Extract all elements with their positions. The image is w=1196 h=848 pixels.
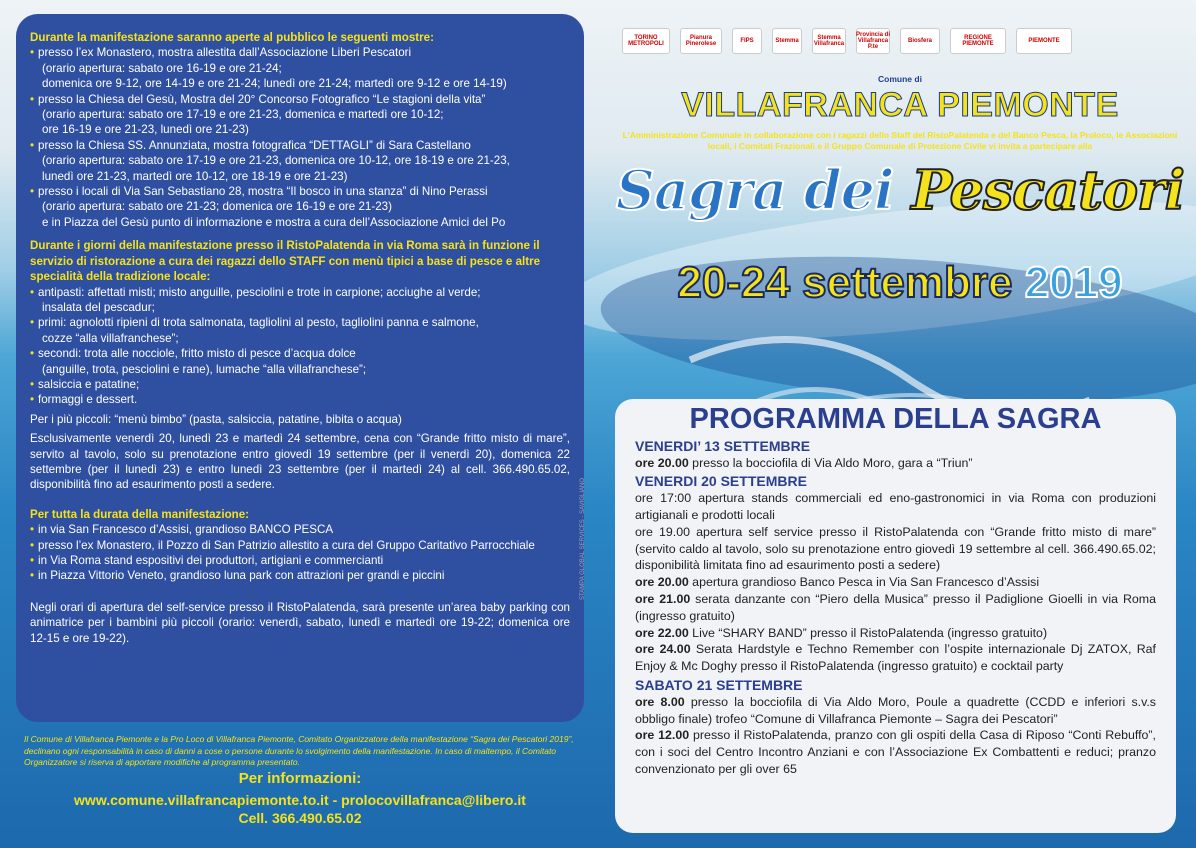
event-text: ore 17:00 apertura stands commerciali ed eno-gastronomici in via Roma con produzioni artigianali e prodotti locali — [635, 491, 1156, 522]
baby-parking-text: Negli orari di apertura del self-service presso il RistoPalatenda, sarà presente un’area baby parking con animatrice per i bambini più piccoli (orario: venerdì, sabato, lunedì e martedì ore 19-22; domenica ore 12-15 e ore 19-22). — [30, 600, 570, 645]
print-credit: STAMPA GLOBAL SERVICES - SAVIGLIANO — [580, 477, 586, 600]
town-title: VILLAFRANCA PIEMONTE — [681, 86, 1119, 124]
sponsor-logo: Provincia di Villafranca P.te — [856, 28, 890, 54]
event-text: Serata Hardstyle e Techno Remember con l’ospite internazionale Dj ZATOX, Raf Enjoy & Mc Doghy presso il RistoPalatenda (ingresso gratuito) e cocktail party — [635, 642, 1156, 674]
sponsor-logo: REGIONE PIEMONTE — [950, 28, 1006, 54]
list-item-text: in Piazza Vittorio Veneto, grandioso luna park con attrazioni per grandi e piccini — [38, 569, 445, 583]
sponsor-logo: TORINO METROPOLI — [622, 28, 670, 54]
event-item — [635, 524, 1156, 574]
info-web[interactable]: www.comune.villafrancapiemonte.to.it - prolocovillafranca@libero.it — [74, 792, 526, 808]
event-time: ore 21.00 — [635, 591, 691, 606]
bimbo-text: Per i più piccoli: “menù bimbo” (pasta, salsiccia, patatine, bibita o acqua) — [30, 412, 402, 426]
list-item-detail: e in Piazza del Gesù punto di informazione e mostra a cura dell’Associazione Amici del Po — [42, 215, 506, 229]
list-item-detail: insalata del pescadur; — [42, 300, 155, 314]
mostre-list — [30, 45, 570, 230]
list-item — [30, 346, 570, 361]
list-item — [30, 45, 570, 60]
sponsor-logo: Stemma — [772, 28, 802, 54]
event-time: ore 8.00 — [635, 694, 685, 709]
list-item-detail: (orario apertura: sabato ore 17-19 e ore 21-23, domenica e martedì ore 10-12; — [42, 108, 444, 122]
sponsor-logo: FIPS — [732, 28, 762, 54]
list-item-text: presso l’ex Monastero, mostra allestita dall’Associazione Liberi Pescatori — [38, 46, 412, 60]
event-time: ore 22.00 — [635, 625, 689, 640]
durata-title: Per tutta la durata della manifestazione: — [30, 507, 250, 521]
event-time: ore 24.00 — [635, 642, 691, 657]
sponsor-logo: Biosfera — [900, 28, 940, 54]
list-item-text: salsiccia e patatine; — [38, 377, 140, 391]
list-item-detail: lunedì ore 21-23, martedì ore 10-12, ore 18-19 e ore 21-23) — [42, 169, 348, 183]
event-text: presso la bocciofila di Via Aldo Moro, gara a “Triun” — [688, 455, 973, 470]
event-text: presso il RistoPalatenda, pranzo con gli ospiti della Casa di Riposo “Conti Rebuffo”, con i soci del Centro Incontro Anziani e con l’Associazione Ex Combattenti e reduci; pranzo convenzionato per gli over 65 — [635, 728, 1156, 776]
list-item-text: antipasti: affettati misti; misto anguille, pesciolini e trote in carpione; acciughe al verde; — [38, 285, 481, 299]
sagra-title-part1: Sagra dei — [615, 158, 894, 222]
event-item — [635, 574, 1156, 591]
programma-days — [635, 438, 1156, 778]
event-text: serata danzante con “Piero della Musica” presso il Padiglione Gioelli in via Roma (ingresso gratuito) — [635, 591, 1156, 623]
sponsor-logo: Pianura Pinerolese — [680, 28, 722, 54]
mostre-title: Durante la manifestazione saranno aperte al pubblico le seguenti mostre: — [30, 31, 434, 44]
event-text: ore 19.00 apertura self service presso il RistoPalatenda con “Grande fritto misto di mare” (servito caldo al tavolo, solo su prenotazione entro giovedì 19 settembre al cell. 366.490.65.02; disponibilità limitata fino ad esaurimento posti a sedere) — [635, 524, 1156, 573]
list-item — [30, 522, 570, 537]
list-item-detail: cozze “alla villafranchese”; — [42, 331, 179, 345]
list-item-detail: ore 16-19 e ore 21-23, lunedì ore 21-23) — [42, 123, 249, 137]
list-item-text: formaggi e dessert. — [38, 393, 138, 407]
event-item — [635, 694, 1156, 728]
info-cell: Cell. 366.490.65.02 — [238, 810, 362, 826]
sponsor-logo: Stemma Villafranca — [812, 28, 846, 54]
list-item — [30, 568, 570, 583]
list-item — [30, 92, 570, 107]
list-item-detail: (orario apertura: sabato ore 16-19 e ore 21-24; — [42, 61, 282, 75]
list-item — [30, 392, 570, 407]
day-heading: VENERDI’ 13 SETTEMBRE — [635, 437, 811, 454]
list-item-detail: (orario apertura: sabato ore 21-23; domenica ore 16-19 e ore 21-23) — [42, 200, 392, 214]
info-title: Per informazioni: — [238, 770, 362, 787]
list-item-detail: (anguille, trota, pesciolini e rane), lumache “alla villafranchese”; — [42, 362, 367, 376]
event-item — [635, 641, 1156, 675]
day-heading: SABATO 21 SETTEMBRE — [635, 676, 803, 693]
dates-range: 20-24 settembre — [677, 258, 1013, 307]
risto-title: Durante i giorni della manifestazione presso il RistoPalatenda in via Roma sarà in funzione il servizio di ristorazione a cura dei ragazzi dello STAFF con menù tipici a base di pesce e altre specialità della tradizione locale: — [30, 239, 541, 284]
event-text: presso la bocciofila di Via Aldo Moro, Poule a quadrette (CCDD e inferiori s.v.s obbligo finale) trofeo “Comune di Villafranca Piemonte – Sagra dei Pescatori” — [635, 694, 1156, 726]
event-item — [635, 727, 1156, 777]
event-time: ore 20.00 — [635, 575, 689, 590]
info-panel — [16, 14, 584, 722]
event-item — [635, 625, 1156, 642]
durata-list — [30, 522, 570, 584]
event-item — [635, 490, 1156, 524]
disclaimer: Il Comune di Villafranca Piemonte e la Pro Loco di Villafranca Piemonte, Comitato Organizzatore della manifestazione “Sagra dei Pescatori 2019”, declinano ogni responsabilità in caso di danni a cose o persone durante lo svolgimento della manifestazione. In caso di maltempo, il Comitato Organizzatore si riserva di apportare modifiche al programma presentato. — [24, 734, 574, 767]
invite-text: L’Amministrazione Comunale in collaborazione con i ragazzi dello Staff del RistoPalatenda e del Banco Pesca, la Proloco, le Associazioni locali, i Comitati Frazionali e il Gruppo Comunale di Protezione Civile vi invita a partecipare alla — [622, 130, 1178, 151]
event-time: ore 12.00 — [635, 728, 690, 743]
list-item-detail: domenica ore 9-12, ore 14-19 e ore 21-24; lunedì ore 21-24; martedì ore 9-12 e ore 14-19) — [42, 77, 507, 91]
list-item — [30, 315, 570, 330]
list-item — [30, 553, 570, 568]
fritto-text: Esclusivamente venerdì 20, lunedì 23 e martedì 24 settembre, cena con “Grande fritto misto di mare”, servito al tavolo, solo su prenotazione entro giovedì 19 settembre (per il venerdì 20), domenica 22 settembre (per il lunedì 23) e entro lunedì 23 settembre (per il martedì 24) al cell. 366.490.65.02, disponibilità fino ad esaurimento posti a sedere. — [30, 432, 570, 492]
list-item — [30, 538, 570, 553]
list-item-text: primi: agnolotti ripieni di trota salmonata, tagliolini al pesto, tagliolini panna e salmone, — [38, 316, 479, 330]
comune-di: Comune di — [878, 74, 922, 84]
menu-list — [30, 285, 570, 408]
list-item-detail: (orario apertura: sabato ore 17-19 e ore 21-23, domenica ore 10-12, ore 18-19 e ore 21-23, — [42, 154, 510, 168]
programma-title: PROGRAMMA DELLA SAGRA — [689, 403, 1102, 435]
event-time: ore 20.00 — [635, 455, 689, 470]
list-item-text: presso la Chiesa SS. Annunziata, mostra fotografica “DETTAGLI” di Sara Castellano — [38, 138, 471, 152]
event-item — [635, 455, 1156, 472]
event-dates — [600, 258, 1196, 308]
list-item-text: in Via Roma stand espositivi dei produttori, artigiani e commercianti — [38, 554, 384, 567]
list-item — [30, 377, 570, 392]
sponsor-logos — [622, 26, 1182, 56]
list-item — [30, 184, 570, 199]
event-text: apertura grandioso Banco Pesca in Via San Francesco d’Assisi — [688, 575, 1040, 590]
sagra-title-part2: Pescatori — [911, 158, 1185, 222]
list-item-text: in via San Francesco d’Assisi, grandioso BANCO PESCA — [38, 523, 334, 537]
list-item — [30, 138, 570, 153]
list-item-text: secondi: trota alle nocciole, fritto misto di pesce d’acqua dolce — [38, 347, 356, 361]
sagra-title — [600, 158, 1196, 222]
list-item-text: presso i locali di Via San Sebastiano 28, mostra “Il bosco in una stanza” di Nino Perassi — [38, 185, 488, 199]
event-item — [635, 591, 1156, 625]
dates-year: 2019 — [1024, 258, 1123, 307]
programma-panel — [615, 399, 1176, 833]
sponsor-logo: PIEMONTE — [1016, 28, 1072, 54]
event-text: Live “SHARY BAND” presso il RistoPalatenda (ingresso gratuito) — [688, 625, 1048, 640]
list-item-text: presso l’ex Monastero, il Pozzo di San Patrizio allestito a cura del Gruppo Caritativo Parrocchiale — [38, 538, 535, 552]
list-item — [30, 285, 570, 300]
day-heading: VENERDI 20 SETTEMBRE — [635, 473, 807, 490]
list-item-text: presso la Chiesa del Gesù, Mostra del 20° Concorso Fotografico “Le stagioni della vita” — [38, 92, 486, 106]
